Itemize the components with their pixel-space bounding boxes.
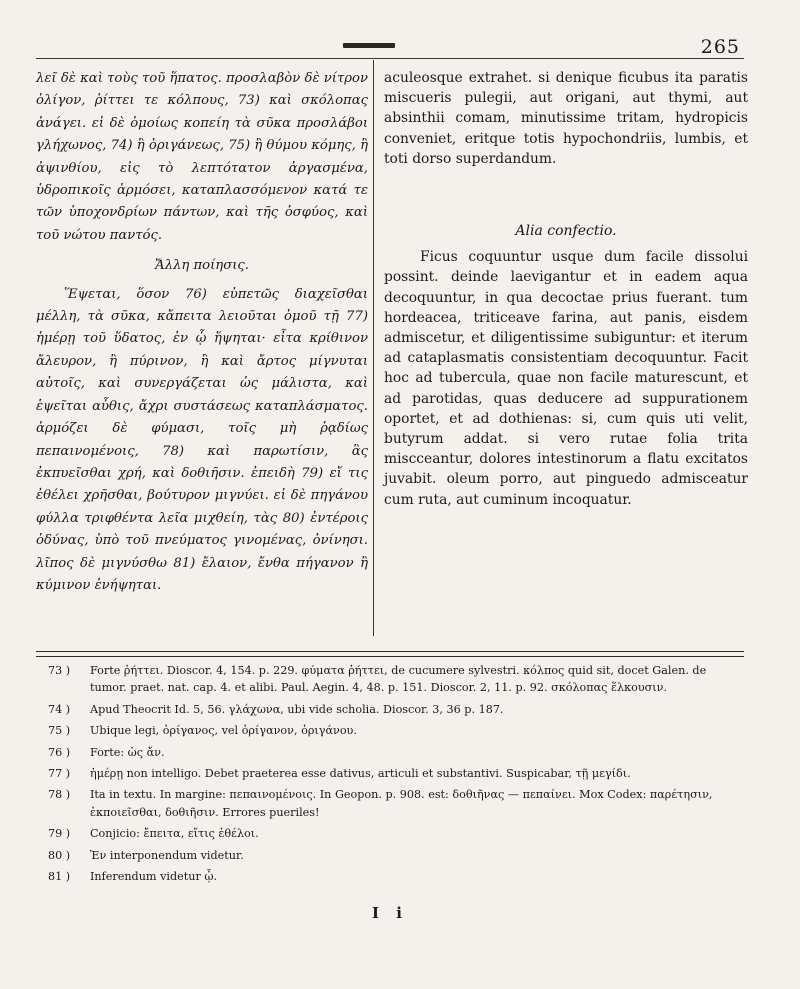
footnote-text: Ita in textu. In margine: πεπαινομένοις. In Geopon. p. 908. est: δοθιῆνας — πεπαίνει. Mox Codex: παρέτησιν, ἐκποιεῖσθαι, δοθιῆσιν. Errores pueriles! [90, 788, 713, 819]
footnote-number: 73 ) [48, 664, 71, 677]
footnote [48, 786, 738, 821]
footnote [48, 722, 738, 739]
footnote-rule-bottom [36, 656, 744, 657]
footnote [48, 868, 738, 885]
footnote-text: Conjicio: ἔπειτα, εἴτις ἐθέλοι. [90, 827, 259, 841]
footnote-number: 75 ) [48, 724, 71, 738]
footnote-text: Inferendum videtur ᾧ. [90, 870, 218, 884]
latin-paragraph-2: Ficus coquuntur usque dum facile dissolui possint. deinde laevigantur et in eadem aqua decoquuntur, in qua decoctae prius fuerant. tum hordeacea, triticeave farina, aut panis, eisdem admiscetur, et diligentissime subiguntur: et iterum ad cataplasmatis consistentiam decoquuntur. Facit hoc ad tubercula, quae non facile maturescunt, et ad parotidas, quas deducere ad suppurationem oportet, et ad dothienas: si, cum quis uti velit, butyrum addat. si vero rutae folia trita miscceantur, dolores intestinorum a flatu excitatos juvabit. oleum porro, aut pinguedo admisceatur cum ruta, aut cuminum incoquatur. [384, 249, 748, 508]
footnote-number: 77 ) [48, 767, 71, 781]
greek-paragraph-1: λεῖ δὲ καὶ τοὺς τοῦ ἥπατος. προσλαβὸν δὲ νίτρον ὀλίγον, ῥίττει τε κόλπους, 73) καὶ σκόλοπας ἀνάγει. εἰ δὲ ὁμοίως κοπείη τὰ σῦκα προσλάβοι γλήχωνος, 74) ἢ ὀριγάνεως, 75) ἢ θύμου κόμης, ἢ ἀψινθίου, εἰς τὸ λεπτότατον ἀργασμένα, ὑδροπικοῖς ἁρμόσει, καταπλασσόμενον κατά τε τῶν ὑποχονδρίων πάντων, καὶ τῆς ὀσφύος, καὶ τοῦ νώτου παντός. [36, 71, 368, 243]
footnote-number: 80 ) [48, 848, 71, 862]
header-ornament-rule [343, 43, 395, 48]
latin-column [384, 68, 748, 510]
page-number: 265 [700, 36, 740, 58]
latin-paragraph-1: aculeosque extrahet. si denique ficubus ita paratis miscueris pulegii, aut origani, aut thymi, aut absinthii comam, minutissime tritam, hydropicis conveniet, eritque totis hypochondriis, lumbis, et toti dorso superdandum. [384, 70, 748, 167]
footnote [48, 825, 738, 842]
footnote-text: Ἐν interponendum videtur. [90, 848, 244, 862]
footnote-text: Forte ῥήττει. Dioscor. 4, 154. p. 229. φύματα ῥήττει, de cucumere sylvestri. κόλπος quid sit, docet Galen. de tumor. praet. nat. cap. 4. et alibi. Paul. Aegin. 4, 48. p. 151. Dioscor. 2, 11. p. 92. σκόλοπας ἕλκουσιν. [90, 664, 707, 695]
footnote [48, 847, 738, 864]
footnote-text: Ubique legi, ὀρίγανος, vel ὀρίγανον, ὀριγάνου. [90, 724, 357, 738]
footnote [48, 662, 738, 697]
column-divider [373, 60, 374, 636]
footnote [48, 744, 738, 761]
footnote-number: 78 ) [48, 788, 71, 802]
footnote-text: Apud Theocrit Id. 5, 56. γλάχωνα, ubi vide scholia. Dioscor. 3, 36 p. 187. [90, 702, 504, 716]
footnote-number: 76 ) [48, 745, 71, 759]
footnotes [48, 662, 738, 889]
greek-column [36, 68, 368, 597]
footnote-number: 74 ) [48, 702, 71, 716]
latin-section-heading: Alia confectio. [515, 223, 617, 240]
footnote [48, 765, 738, 782]
footnote-text: ἡμέρῃ non intelligo. Debet praeterea esse dativus, articuli et substantivi. Suspicabar, τῇ μεγίδι. [90, 767, 631, 781]
footnote-rule-top [36, 651, 744, 652]
footnote [48, 701, 738, 718]
header-rule [36, 58, 744, 59]
greek-paragraph-2: Ἕψεται, ὅσον 76) εὐπετῶς διαχεῖσθαι μέλλη, τὰ σῦκα, κἄπειτα λειοῦται ὁμοῦ τῇ 77) ἡμέρῃ τοῦ ὕδατος, ἐν ᾧ ἥψηται· εἶτα κρίθινον ἄλευρον, ἢ πύρινον, ἢ καὶ ἄρτος μίγνυται αὐτοῖς, καὶ συνεργάζεται ὡς μάλιστα, καὶ ἑψεῖται αὖθις, ἄχρι συστάσεως καταπλάσματος. ἁρμόζει δὲ φύμασι, τοῖς μὴ ῥᾳδίως πεπαινομένοις, 78) καὶ παρωτίσιν, ἃς ἐκπυεῖσθαι χρή, καὶ δοθιῆσιν. ἐπειδὴ 79) εἴ τις ἐθέλει χρῆσθαι, βούτυρον μιγνύει. εἰ δὲ πηγάνου φύλλα τριφθέντα λεῖα μιχθείη, τὰς 80) ἐντέροις ὀδύνας, ὑπὸ τοῦ πνεύματος γινομένας, ὀνίνησι. λῖπος δὲ μιγνύσθω 81) ἔλαιον, ἔνθα πήγανον ἢ κύμινον ἐνήψηται. [36, 286, 368, 593]
greek-section-heading: Ἄλλη ποίησις. [155, 258, 249, 274]
footnote-number: 81 ) [48, 870, 71, 884]
footnote-number: 79 ) [48, 827, 71, 841]
footnote-text: Forte: ὡς ἄν. [90, 745, 165, 759]
signature-mark: I i [372, 904, 408, 922]
